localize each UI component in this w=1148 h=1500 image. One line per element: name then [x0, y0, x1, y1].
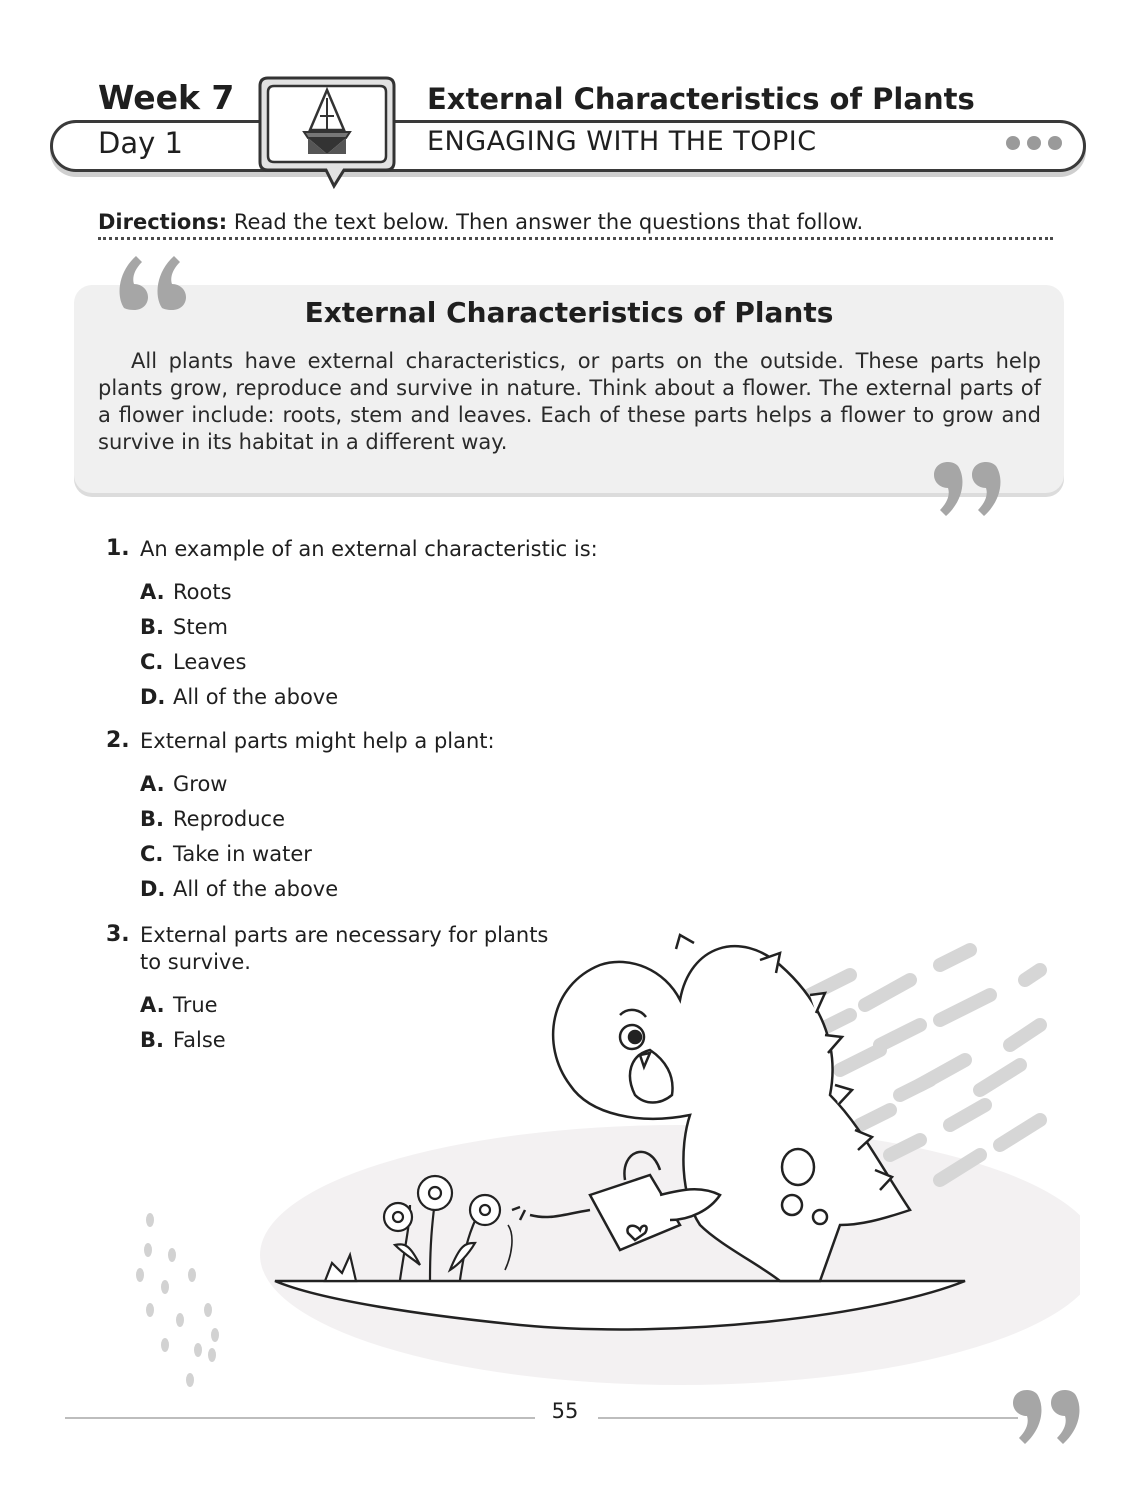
- question-3-text-line2: to survive.: [140, 950, 251, 974]
- question-2-option-d[interactable]: D. All of the above: [140, 877, 339, 901]
- question-1-option-a[interactable]: A. Roots: [140, 580, 232, 604]
- dinosaur-illustration: [120, 925, 1080, 1395]
- question-2-option-b[interactable]: B. Reproduce: [140, 807, 286, 831]
- question-3-text-line1: External parts are necessary for plants: [140, 923, 549, 947]
- dots-icon: [1006, 136, 1062, 150]
- week-label: Week 7: [98, 78, 235, 117]
- directions: [98, 210, 863, 234]
- sailboat-icon: [254, 72, 400, 190]
- question-3-number: 3.: [106, 922, 130, 947]
- question-1-option-c[interactable]: C. Leaves: [140, 650, 247, 674]
- question-1-option-b[interactable]: B. Stem: [140, 615, 228, 639]
- footer-line-left: [65, 1417, 535, 1419]
- page-title: External Characteristics of Plants: [427, 82, 975, 116]
- directions-label: Directions:: [98, 210, 228, 234]
- passage-text: All plants have external characteristics, or parts on the outside. These parts help plants grow, reproduce and survive in nature. Think about a flower. The external parts of a flower include: roots, stem and leaves. Each of these parts helps a flower to grow and survive in its habitat in a different way.: [98, 349, 1041, 454]
- day-label: Day 1: [98, 126, 183, 160]
- directions-text: Read the text below. Then answer the questions that follow.: [227, 210, 864, 234]
- page-number: 55: [551, 1399, 579, 1423]
- question-1-number: 1.: [106, 536, 130, 561]
- question-2-text: External parts might help a plant:: [140, 729, 495, 753]
- page-subtitle: ENGAGING WITH THE TOPIC: [427, 126, 817, 157]
- footer-line-right: [598, 1417, 1018, 1419]
- question-1-text: An example of an external characteristic is:: [140, 537, 598, 561]
- question-2-option-c[interactable]: C. Take in water: [140, 842, 312, 866]
- dotted-divider: [98, 237, 1053, 240]
- passage-title: External Characteristics of Plants: [304, 296, 834, 329]
- question-2-number: 2.: [106, 728, 130, 753]
- quote-close-icon: [926, 462, 1006, 522]
- quote-close-icon: [1005, 1390, 1085, 1450]
- question-3-option-a[interactable]: A. True: [140, 993, 218, 1017]
- question-1-option-d[interactable]: D. All of the above: [140, 685, 339, 709]
- question-2-option-a[interactable]: A. Grow: [140, 772, 228, 796]
- question-3-option-b[interactable]: B. False: [140, 1028, 226, 1052]
